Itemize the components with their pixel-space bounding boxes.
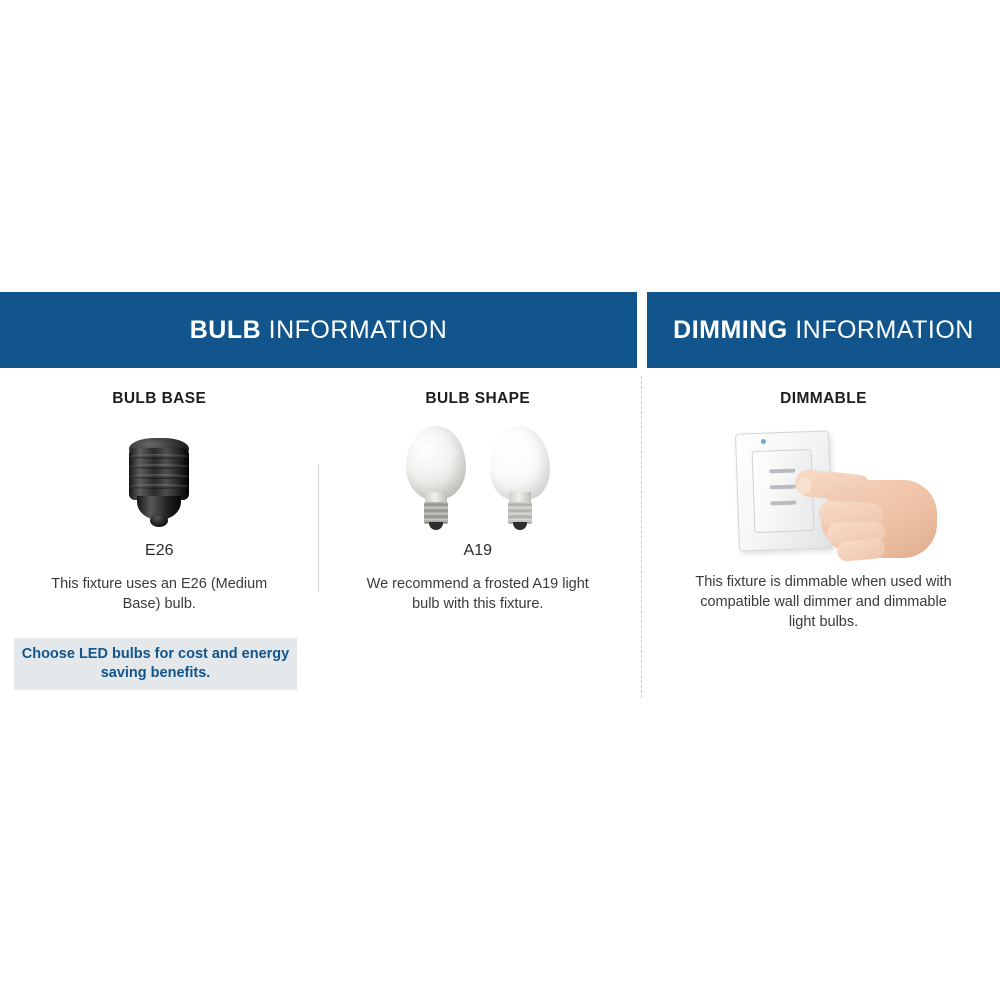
led-bulb-icon	[487, 426, 553, 530]
wall-dimmer-switch-icon	[719, 428, 929, 568]
dimming-header-bold-text: DIMMING	[673, 315, 788, 344]
bulb-shape-description: We recommend a frosted A19 light bulb with this fixture.	[366, 576, 589, 612]
dimming-header-light-text: INFORMATION	[787, 315, 974, 344]
frosted-incandescent-bulb-icon	[403, 426, 469, 530]
dimmable-column	[647, 368, 1000, 702]
bulb-base-description: This fixture uses an E26 (Medium Base) bulb.	[51, 576, 268, 612]
bulb-shape-column	[319, 368, 638, 702]
e26-bulb-base-icon	[126, 438, 192, 530]
dimmable-description: This fixture is dimmable when used with compatible wall dimmer and dimmable light bulbs.	[695, 574, 952, 630]
dimming-information-panel	[647, 292, 1000, 702]
bulb-base-title: BULB BASE	[112, 390, 207, 407]
a19-bulb-shape-icon	[403, 426, 553, 530]
dimming-information-header	[647, 292, 1000, 368]
bulb-shape-artwork	[319, 418, 638, 530]
bulb-and-dimming-infographic	[0, 292, 1000, 702]
bulb-base-value: E26	[145, 542, 174, 559]
led-savings-tip-banner	[14, 638, 297, 690]
bulb-shape-value: A19	[463, 542, 492, 559]
bulb-shape-title: BULB SHAPE	[425, 390, 531, 407]
dimming-information-body	[647, 368, 1000, 702]
dimmer-indicator-light	[761, 439, 766, 444]
bulb-information-header	[0, 292, 637, 368]
bulb-information-panel	[0, 292, 637, 702]
dimmable-title: DIMMABLE	[780, 390, 867, 407]
dimmable-artwork	[647, 418, 1000, 568]
bulb-base-artwork	[0, 418, 319, 530]
led-savings-tip-text: Choose LED bulbs for cost and energy saving benefits.	[21, 646, 290, 681]
bulb-header-light-text: INFORMATION	[261, 315, 448, 344]
panel-dashed-divider	[641, 376, 643, 698]
bulb-header-bold-text: BULB	[189, 315, 262, 344]
hand-pressing-switch-icon	[793, 450, 933, 568]
